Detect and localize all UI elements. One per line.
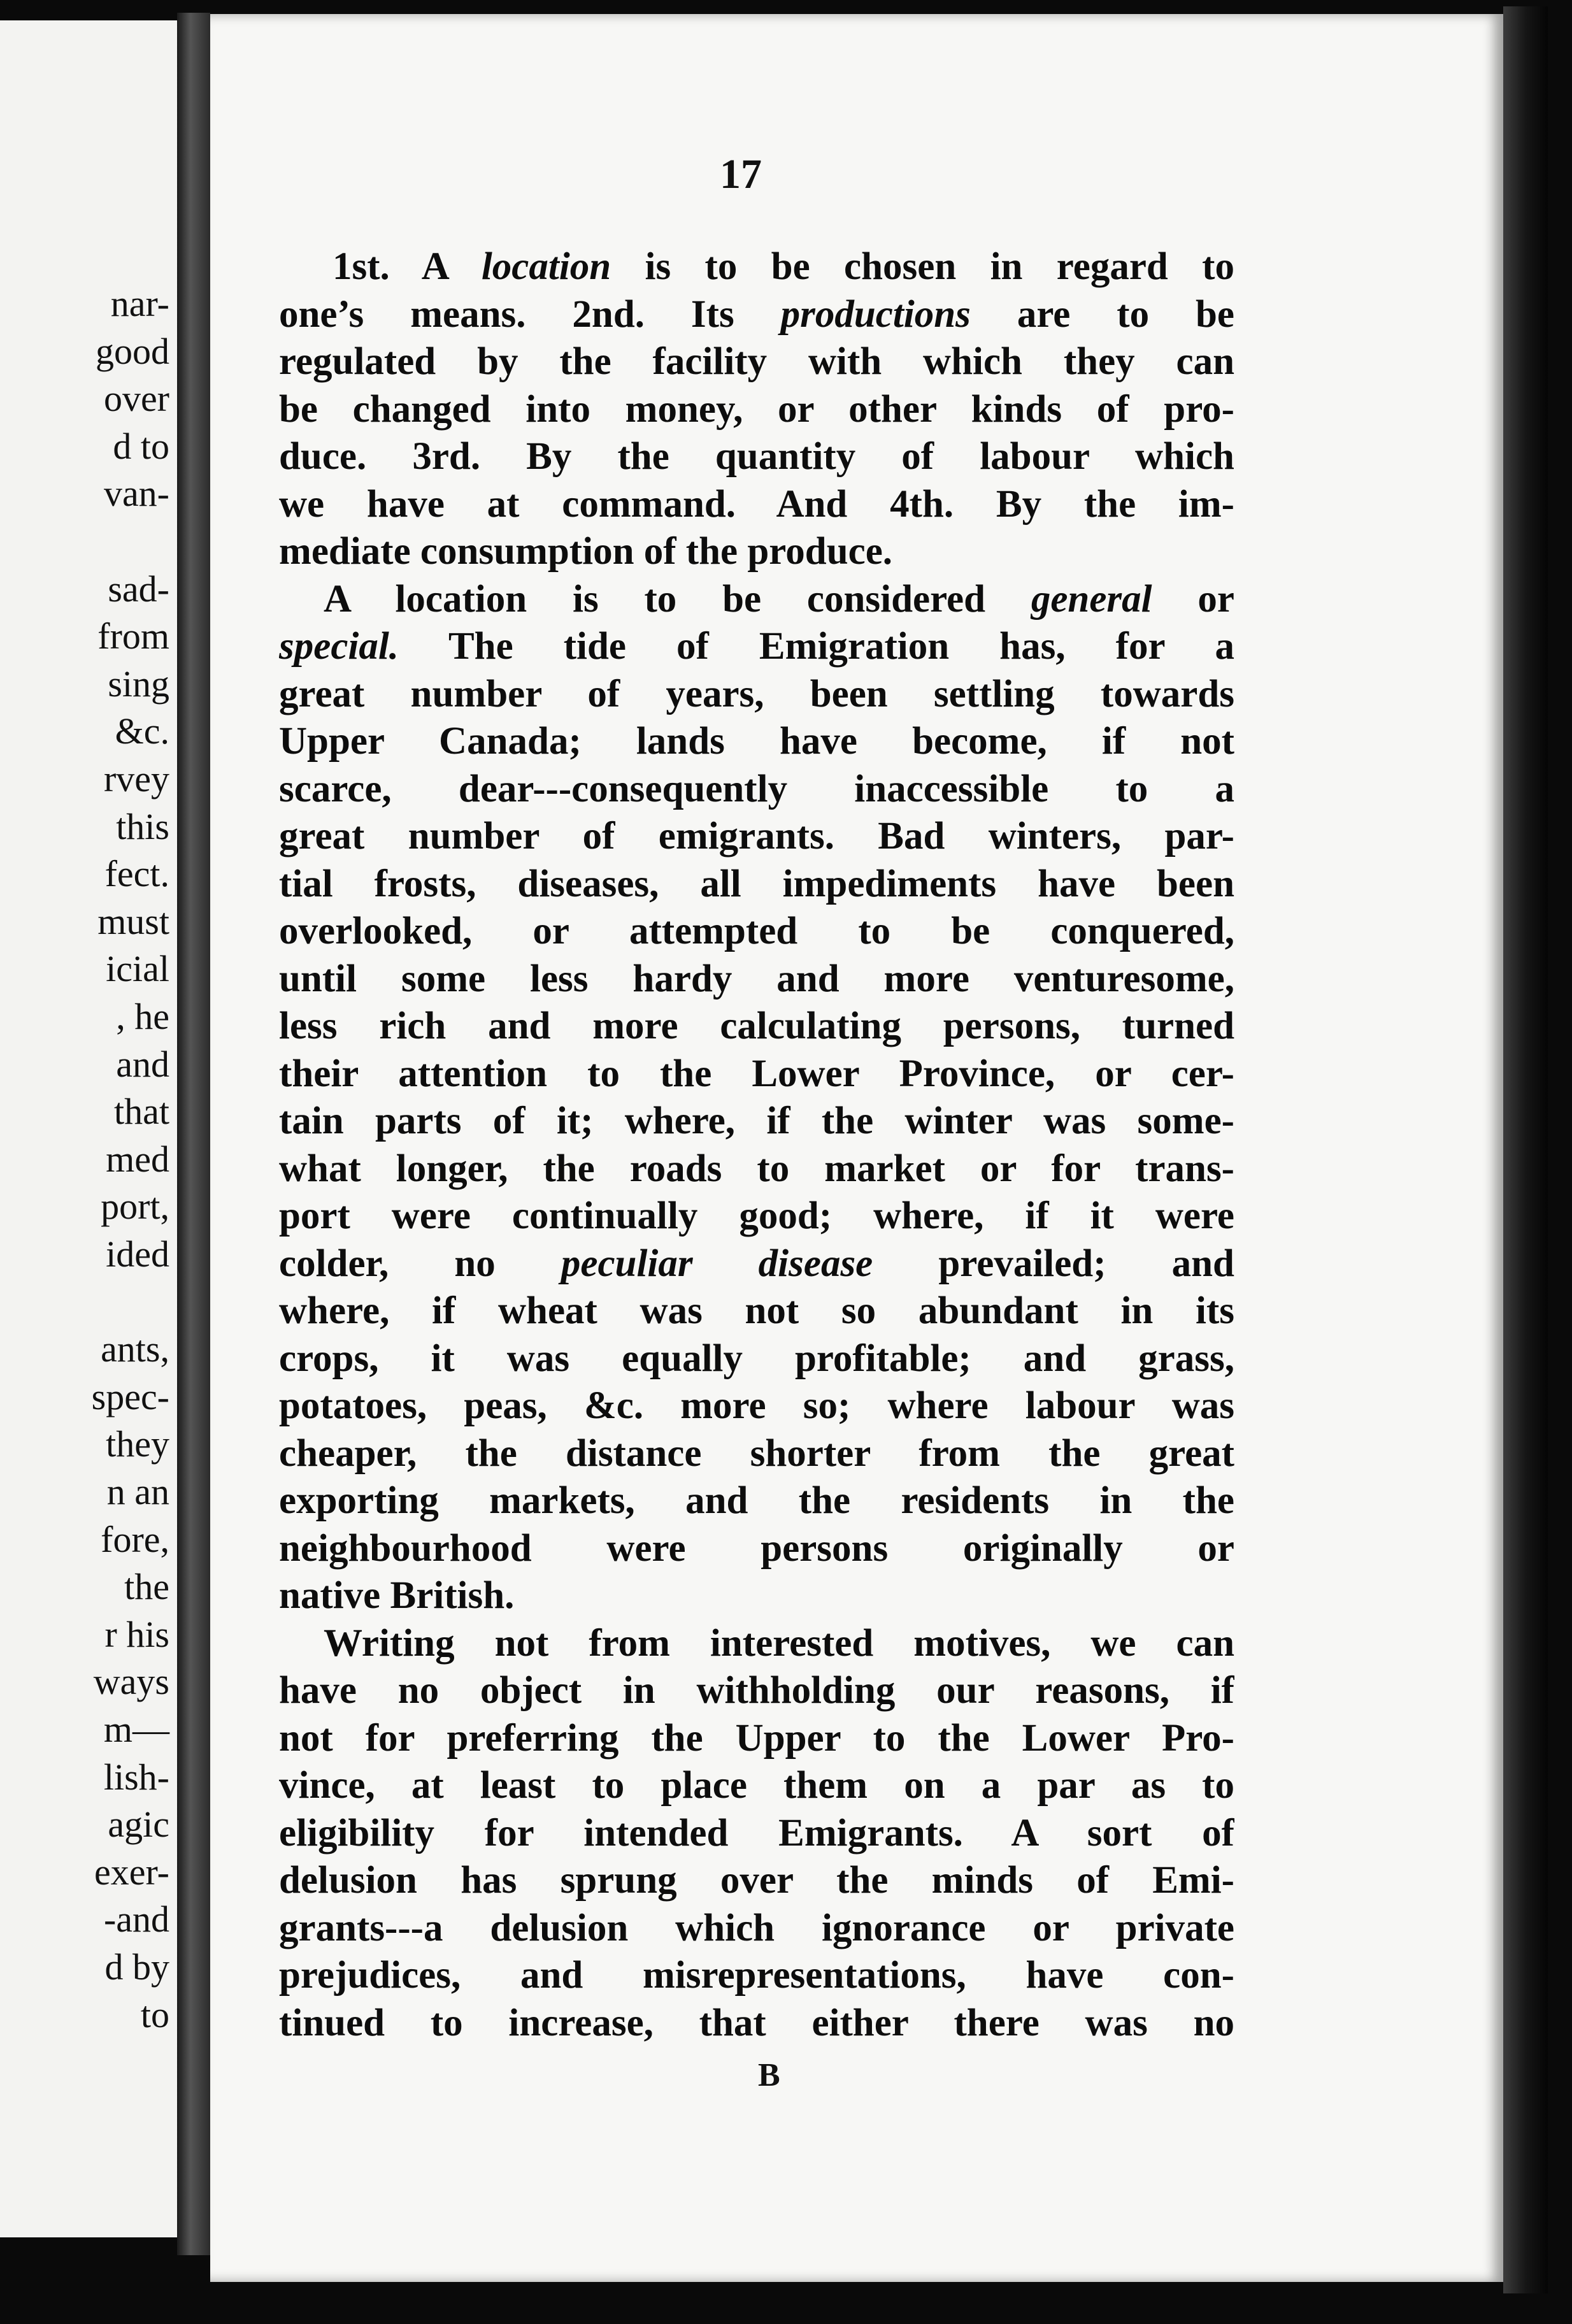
text-line: 1st. A location is to be chosen in regard to: [332, 245, 1234, 288]
left-page-line-fragment: over: [103, 378, 169, 420]
left-page-line-fragment: med: [106, 1138, 169, 1180]
text-line: less rich and more calculating persons, turned: [279, 1005, 1234, 1047]
left-page-line-fragment: fore,: [101, 1518, 169, 1560]
text-line: Upper Canada; lands have become, if not: [279, 720, 1234, 763]
text-line: grants---a delusion which ignorance or private: [279, 1906, 1234, 1949]
left-page-line-fragment: -and: [103, 1898, 169, 1940]
text-line: neighbourhood were persons originally or: [279, 1526, 1234, 1570]
text-line: delusion has sprung over the minds of Emi-: [279, 1859, 1234, 1902]
text-line: great number of emigrants. Bad winters, par-: [279, 815, 1234, 857]
left-page-line-fragment: &c.: [115, 710, 169, 752]
text-line: tinued to increase, that either there was no: [279, 2001, 1234, 2044]
left-page-line-fragment: rvey: [103, 758, 169, 800]
left-page-line-fragment: m—: [103, 1709, 169, 1750]
left-page-line-fragment: good: [96, 330, 169, 372]
left-page-fragment: [0, 20, 177, 2237]
italic-term: general: [1031, 577, 1152, 620]
left-page-line-fragment: , he: [116, 996, 169, 1037]
text-line: where, if wheat was not so abundant in its: [279, 1289, 1234, 1332]
text-line: their attention to the Lower Province, or cer-: [279, 1052, 1234, 1095]
text-line: until some less hardy and more venturesome,: [279, 957, 1234, 1000]
text-line: native British.: [279, 1574, 515, 1617]
left-page-line-fragment: the: [124, 1566, 169, 1608]
italic-term: special.: [279, 625, 399, 668]
text-line: port were continually good; where, if it were: [279, 1194, 1234, 1237]
left-page-line-fragment: d by: [104, 1946, 169, 1988]
left-page-line-fragment: that: [114, 1091, 169, 1133]
left-page-line-fragment: this: [116, 805, 169, 847]
left-page-line-fragment: exer-: [94, 1851, 169, 1893]
left-page-line-fragment: sad-: [108, 568, 169, 610]
italic-term: location: [481, 245, 611, 288]
left-page-line-fragment: ided: [106, 1233, 169, 1275]
left-page-line-fragment: ways: [93, 1661, 169, 1703]
text-line: exporting markets, and the residents in the: [279, 1479, 1234, 1522]
text-line: overlooked, or attempted to be conquered,: [279, 910, 1234, 952]
left-page-line-fragment: from: [97, 615, 169, 657]
left-page-line-fragment: fect.: [104, 853, 169, 895]
body-text: [279, 243, 1234, 2047]
left-page-line-fragment: van-: [103, 473, 169, 515]
text-line: Writing not from interested motives, we can: [324, 1621, 1234, 1665]
text-line: great number of years, been settling towards: [279, 672, 1234, 715]
text-line: A location is to be considered general or: [324, 577, 1234, 620]
left-page-line-fragment: agic: [108, 1804, 169, 1846]
book-gutter: [177, 13, 210, 2255]
left-page-line-fragment: spec-: [91, 1375, 169, 1417]
left-page-line-fragment: ants,: [101, 1328, 169, 1370]
text-line: special. The tide of Emigration has, for a: [279, 625, 1234, 668]
text-line: be changed into money, or other kinds of pro-: [279, 387, 1234, 431]
text-line: duce. 3rd. By the quantity of labour which: [279, 435, 1234, 478]
left-page-line-fragment: nar-: [110, 283, 169, 324]
italic-term: peculiar disease: [561, 1242, 873, 1285]
left-page-line-fragment: lish-: [103, 1756, 169, 1798]
left-page-line-fragment: to: [140, 1993, 169, 2035]
left-page-line-fragment: port,: [101, 1186, 169, 1228]
left-page-line-fragment: they: [106, 1423, 169, 1465]
left-page-line-fragment: icial: [106, 948, 169, 990]
left-page-line-fragment: and: [116, 1043, 169, 1085]
text-line: prejudices, and misrepresentations, have con-: [279, 1954, 1234, 1997]
text-line: crops, it was equally profitable; and grass,: [279, 1337, 1234, 1380]
left-page-line-fragment: sing: [108, 663, 169, 705]
text-line: tain parts of it; where, if the winter was some-: [279, 1100, 1234, 1142]
page-number: 17: [720, 151, 762, 197]
text-line: not for preferring the Upper to the Lower Pro-: [279, 1716, 1234, 1760]
text-line: one’s means. 2nd. Its productions are to be: [279, 292, 1234, 336]
text-line: vince, at least to place them on a par as to: [279, 1764, 1234, 1807]
signature-mark: B: [758, 2057, 780, 2093]
text-line: regulated by the facility with which they can: [279, 340, 1234, 383]
page-edge: [1503, 6, 1548, 2293]
text-line: what longer, the roads to market or for trans-: [279, 1147, 1234, 1190]
text-line: scarce, dear---consequently inaccessible to a: [279, 767, 1234, 810]
left-page-line-fragment: d to: [113, 425, 169, 467]
text-line: mediate consumption of the produce.: [279, 530, 893, 573]
italic-term: productions: [780, 292, 971, 336]
text-line: eligibility for intended Emigrants. A sort of: [279, 1811, 1234, 1854]
text-line: potatoes, peas, &c. more so; where labour was: [279, 1384, 1234, 1427]
left-page-line-fragment: n an: [106, 1471, 169, 1512]
left-page-line-fragment: r his: [104, 1613, 169, 1655]
left-page-line-fragment: must: [97, 900, 169, 942]
text-line: we have at command. And 4th. By the im-: [279, 482, 1234, 526]
text-line: have no object in withholding our reasons, if: [279, 1669, 1234, 1712]
text-line: colder, no peculiar disease prevailed; and: [279, 1242, 1234, 1285]
text-line: tial frosts, diseases, all impediments have been: [279, 862, 1234, 905]
text-line: cheaper, the distance shorter from the great: [279, 1431, 1234, 1475]
